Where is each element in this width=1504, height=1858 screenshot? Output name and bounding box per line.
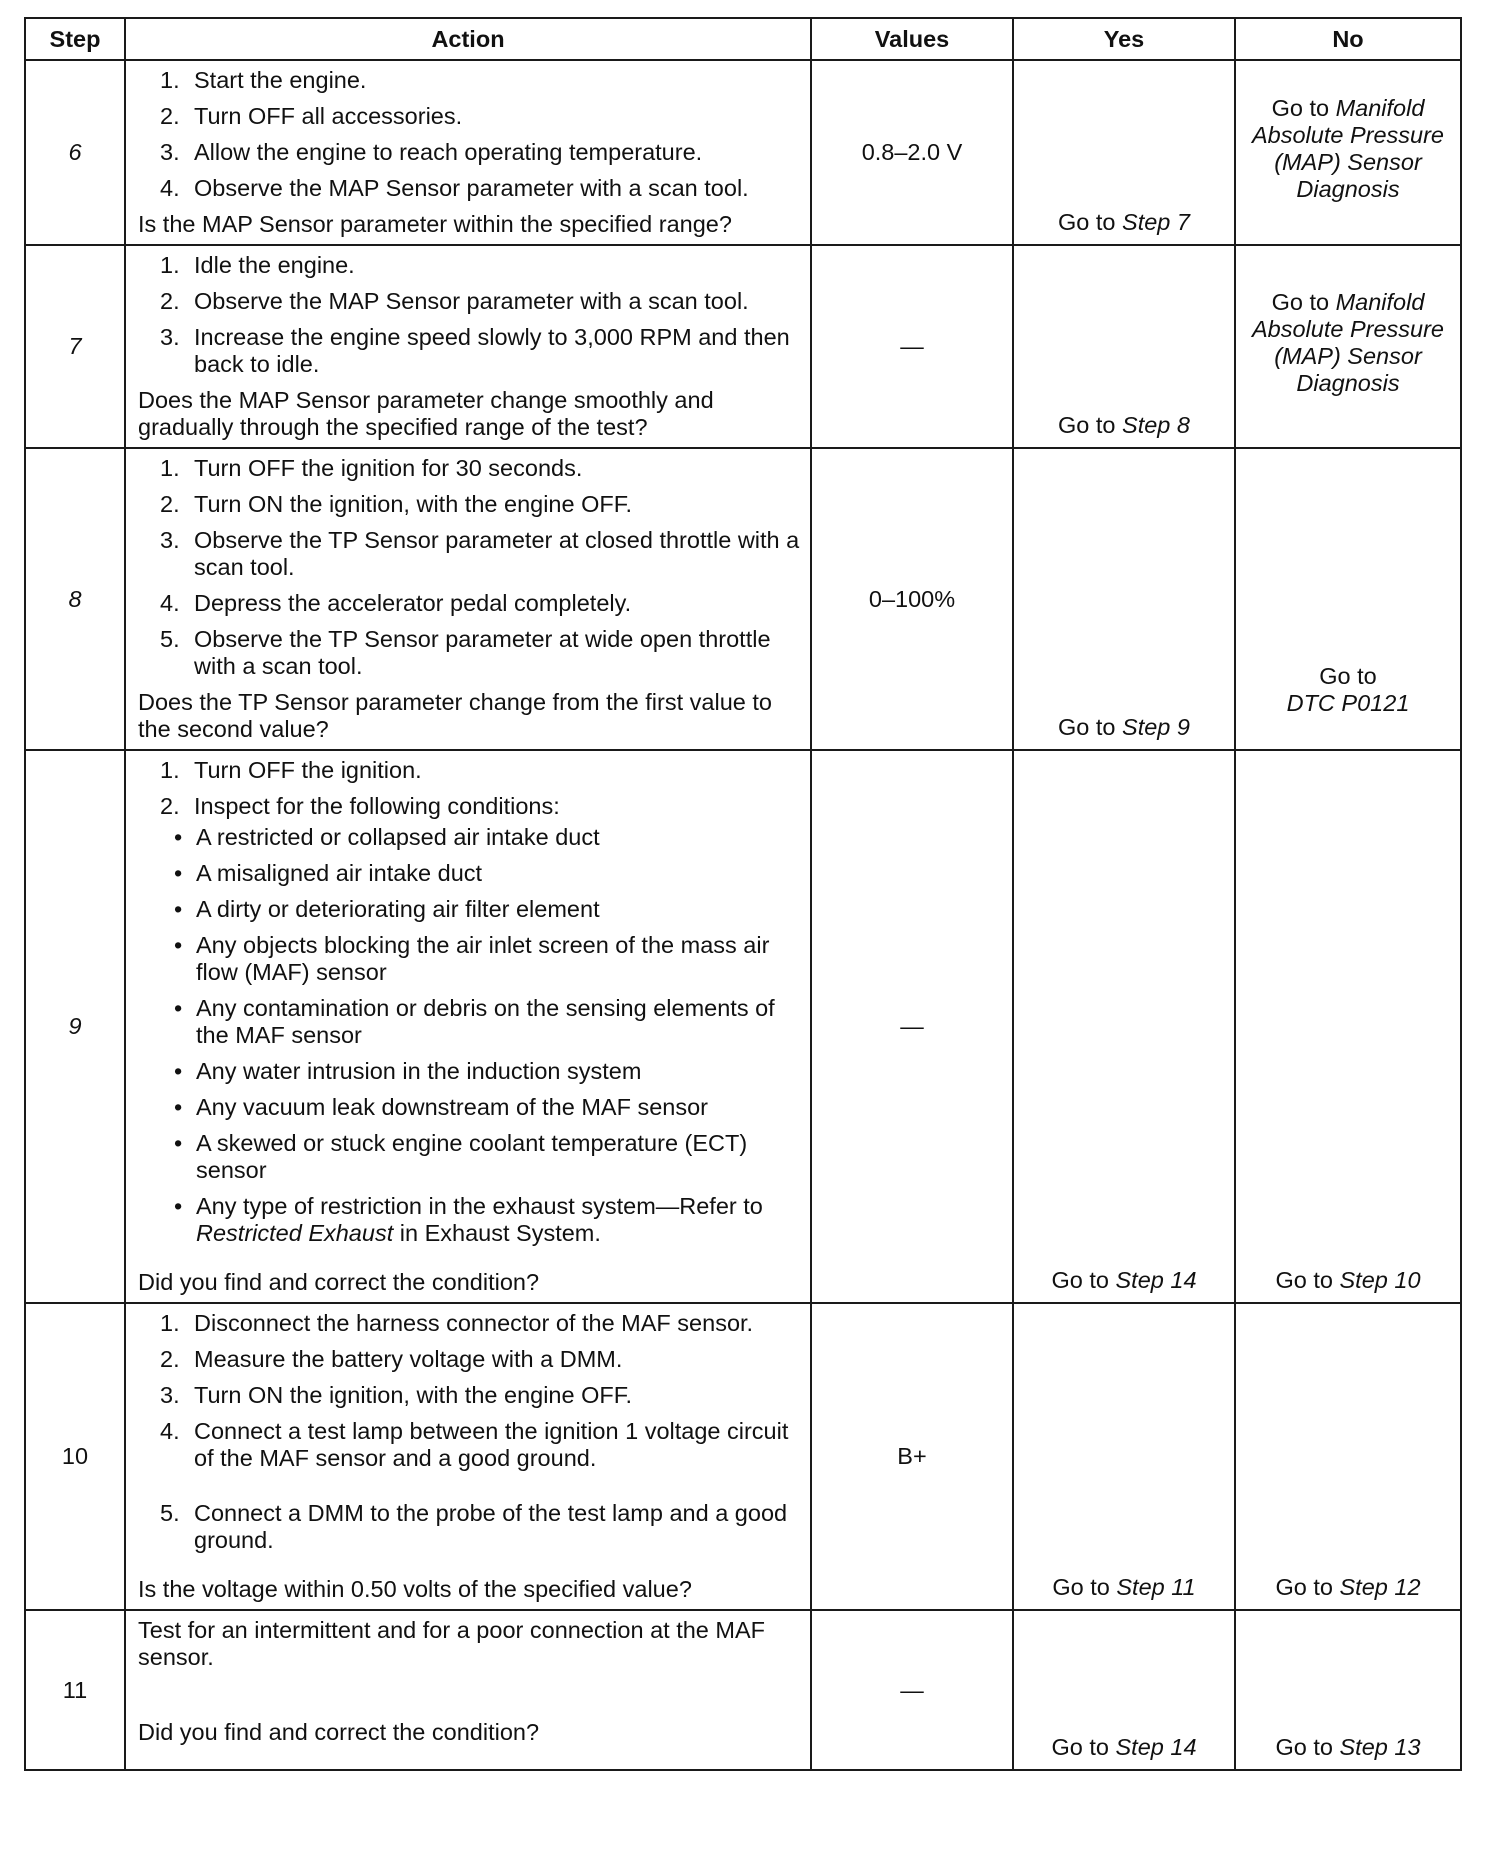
action-steps [138,1310,800,1554]
no-link[interactable]: DTC P0121 [1286,690,1410,716]
action-item: 2. Observe the MAP Sensor parameter with a scan tool. [160,288,749,314]
values-cell: 0–100% [811,448,1013,750]
no-link[interactable]: Manifold Absolute Pressure (MAP) Sensor Diagnosis [1251,95,1445,202]
header-no: No [1235,18,1461,60]
action-cell [125,60,811,245]
yes-link[interactable]: Step 11 [1116,1574,1196,1600]
restricted-exhaust-link[interactable]: Restricted Exhaust [196,1220,394,1246]
values-cell: B+ [811,1303,1013,1610]
action-question: Is the voltage within 0.50 volts of the specified value? [138,1576,692,1602]
no-link[interactable]: Step 10 [1339,1267,1421,1293]
no-cell: Go to Manifold Absolute Pressure (MAP) Sensor Diagnosis [1235,245,1461,448]
action-question: Is the MAP Sensor parameter within the specified range? [138,211,732,237]
list-item: • Any objects blocking the air inlet screen of the mass air flow (MAF) sensor [174,932,770,985]
list-item: • Any type of restriction in the exhaust system—Refer to Restricted Exhaust in Exhaust System. [174,1193,763,1246]
action-item: 1. Start the engine. [160,67,367,93]
yes-cell: Go to Step 7 [1013,60,1235,245]
no-link[interactable]: Manifold Absolute Pressure (MAP) Sensor Diagnosis [1251,289,1445,396]
table-row-step-10 [25,1303,1461,1610]
yes-link[interactable]: Step 9 [1122,714,1190,740]
action-item: 1. Disconnect the harness connector of the MAF sensor. [160,1310,754,1336]
list-item: • Any vacuum leak downstream of the MAF sensor [174,1094,708,1120]
yes-cell: Go to Step 14 [1013,750,1235,1303]
list-item: • A dirty or deteriorating air filter element [174,896,600,922]
action-question: Did you find and correct the condition? [138,1269,540,1295]
no-link[interactable]: Step 13 [1339,1734,1421,1760]
action-steps [138,252,800,378]
yes-link[interactable]: Step 14 [1115,1267,1197,1293]
action-question: Does the MAP Sensor parameter change smoothly and gradually through the specified range of the test? [138,387,714,440]
no-cell: Go to Step 10 [1235,750,1461,1303]
yes-link[interactable]: Step 8 [1122,412,1190,438]
action-cell [125,750,811,1303]
action-steps [138,455,800,680]
list-item: • A skewed or stuck engine coolant temperature (ECT) sensor [174,1130,748,1183]
header-values: Values [811,18,1013,60]
header-step: Step [25,18,125,60]
header-yes: Yes [1013,18,1235,60]
action-steps [138,67,800,202]
step-number: 7 [25,245,125,448]
diagnostic-table [24,17,1462,1771]
action-item: 1. Turn OFF the ignition. [160,757,422,783]
no-cell: Go to Manifold Absolute Pressure (MAP) Sensor Diagnosis [1235,60,1461,245]
action-item: 3. Turn ON the ignition, with the engine OFF. [160,1382,633,1408]
header-row [25,18,1461,60]
header-action: Action [125,18,811,60]
condition-list [138,824,800,1247]
table-row-step-7 [25,245,1461,448]
action-item: 4. Observe the MAP Sensor parameter with a scan tool. [160,175,749,201]
yes-cell: Go to Step 9 [1013,448,1235,750]
no-link[interactable]: Step 12 [1339,1574,1421,1600]
action-question: Did you find and correct the condition? [138,1719,540,1745]
values-cell: 0.8–2.0 V [811,60,1013,245]
action-item: 3. Allow the engine to reach operating temperature. [160,139,703,165]
step-number: 10 [25,1303,125,1610]
action-cell [125,448,811,750]
action-item: 4. Connect a test lamp between the ignition 1 voltage circuit of the MAF sensor and a good ground. [160,1418,789,1471]
action-item: 2. Measure the battery voltage with a DMM. [160,1346,623,1372]
action-text: Test for an intermittent and for a poor connection at the MAF sensor. [138,1617,765,1670]
action-cell [125,1303,811,1610]
no-cell: Go to Step 13 [1235,1610,1461,1770]
action-item: 2. Turn ON the ignition, with the engine OFF. [160,491,633,517]
table-row-step-9 [25,750,1461,1303]
action-item: 1. Turn OFF the ignition for 30 seconds. [160,455,583,481]
step-number: 9 [25,750,125,1303]
yes-cell: Go to Step 11 [1013,1303,1235,1610]
action-item: 5. Connect a DMM to the probe of the test lamp and a good ground. [160,1500,788,1553]
values-cell: — [811,1610,1013,1770]
no-cell: Go to DTC P0121 [1235,448,1461,750]
list-item: • A restricted or collapsed air intake duct [174,824,600,850]
yes-cell: Go to Step 14 [1013,1610,1235,1770]
step-number: 6 [25,60,125,245]
action-cell [125,1610,811,1770]
no-cell: Go to Step 12 [1235,1303,1461,1610]
yes-link[interactable]: Step 14 [1115,1734,1197,1760]
yes-link[interactable]: Step 7 [1122,209,1190,235]
yes-cell: Go to Step 8 [1013,245,1235,448]
table-row-step-11 [25,1610,1461,1770]
table-row-step-6 [25,60,1461,245]
action-item: 3. Increase the engine speed slowly to 3,000 RPM and then back to idle. [160,324,790,377]
action-item: 5. Observe the TP Sensor parameter at wide open throttle with a scan tool. [160,626,771,679]
list-item: • Any contamination or debris on the sensing elements of the MAF sensor [174,995,775,1048]
table-row-step-8 [25,448,1461,750]
step-number: 8 [25,448,125,750]
action-item: 2. Turn OFF all accessories. [160,103,463,129]
values-cell: — [811,245,1013,448]
action-item: 3. Observe the TP Sensor parameter at closed throttle with a scan tool. [160,527,800,580]
action-question: Does the TP Sensor parameter change from the first value to the second value? [138,689,772,742]
action-cell [125,245,811,448]
action-item: 2. Inspect for the following conditions: [160,793,560,819]
action-item: 1. Idle the engine. [160,252,355,278]
step-number: 11 [25,1610,125,1770]
action-steps [138,757,800,820]
list-item: • A misaligned air intake duct [174,860,483,886]
list-item: • Any water intrusion in the induction system [174,1058,642,1084]
action-item: 4. Depress the accelerator pedal completely. [160,590,632,616]
values-cell: — [811,750,1013,1303]
